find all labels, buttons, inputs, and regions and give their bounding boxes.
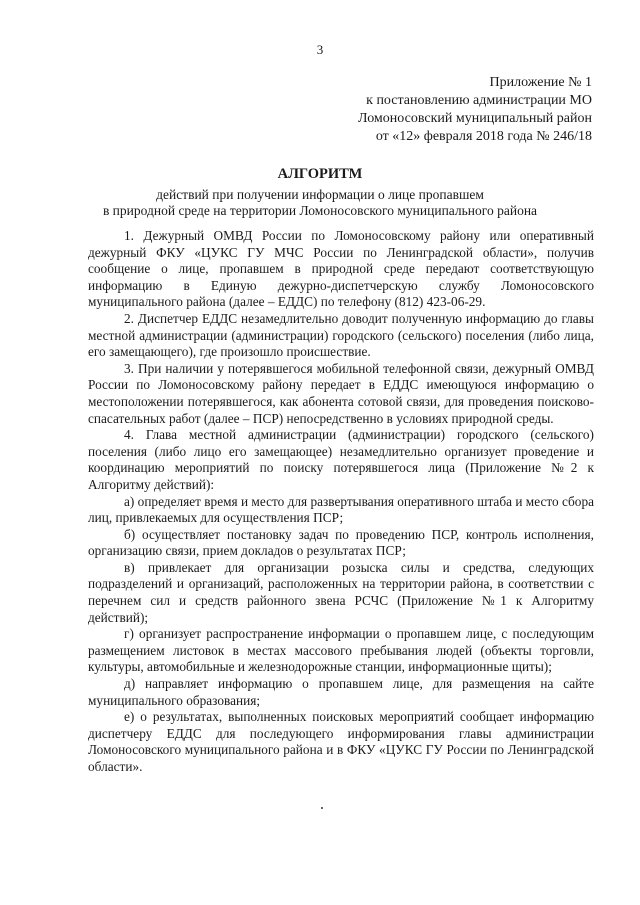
paragraph-4c: в) привлекает для организации розыска силы и средства, следующих подразделений и организаций, расположенных на территории района, в соответствии с перечнем сил и средств районного звена РСЧС (Приложение №1 к Алгоритму действий);: [88, 559, 594, 625]
subtitle-line-1: действий при получении информации о лице пропавшем: [156, 187, 484, 202]
paragraph-4: 4. Глава местной администрации (администрации) городского (сельского) поселения (либо лицо его замещающее) незамедлительно организует проведение и координацию мероприятий по поиску потерявшегося лица (Приложение №2 к Алгоритму действий):: [88, 427, 594, 492]
document-subtitle: [0, 187, 640, 219]
appendix-line-1: Приложение № 1: [489, 75, 592, 90]
paragraph-2: 2. Диспетчер ЕДДС незамедлительно доводит полученную информацию до главы местной администрации (администрации) городского (сельского) поселения (либо лица, его замещающего), где произошло происшествие.: [88, 310, 594, 360]
appendix-line-2: к постановлению администрации МО: [366, 93, 592, 108]
paragraph-4b: б) осуществляет постановку задач по проведению ПСР, контроль исполнения, организацию связи, прием докладов о результатах ПСР;: [88, 526, 594, 559]
document-body: [88, 228, 594, 776]
appendix-header: [272, 74, 592, 146]
paragraph-4a: а) определяет время и место для развертывания оперативного штаба и место сбора лиц, привлекаемых для осуществления ПСР;: [88, 493, 594, 526]
paragraph-4d: г) организует распространение информации о пропавшем лице, с последующим размещением листовок в местах массового пребывания людей (объекты торговли, культуры, автомобильные и железнодорожные станции, информационные щиты);: [88, 626, 594, 675]
scan-dot-mark: [321, 807, 323, 809]
page-number: 3: [316, 42, 324, 57]
paragraph-4e: д) направляет информацию о пропавшем лице, для размещения на сайте муниципального образования;: [88, 676, 594, 708]
appendix-line-3: Ломоносовский муниципальный район: [358, 111, 592, 126]
paragraph-4f: е) о результатах, выполненных поисковых мероприятий сообщает информацию диспетчеру ЕДДС для последующего информирования главы администрации Ломоносовского муниципального района и в ФКУ «ЦУКС ГУ России по Ленинградской области».: [88, 709, 594, 774]
appendix-line-4: от «12» февраля 2018 года № 246/18: [375, 129, 592, 144]
subtitle-line-2: в природной среде на территории Ломоносовского муниципального района: [102, 203, 538, 218]
paragraph-3: 3. При наличии у потерявшегося мобильной телефонной связи, дежурный ОМВД России по Ломоносовскому району передает в ЕДДС имеющуюся информацию о местоположении потерявшегося, как абонента сотовой связи, для проведения поисково-спасательных работ (далее – ПСР) непосредственно в условиях природной среды.: [88, 360, 594, 426]
document-title: АЛГОРИТМ: [277, 166, 363, 182]
paragraph-1: 1. Дежурный ОМВД России по Ломоносовскому району или оперативный дежурный ФКУ «ЦУКС ГУ МЧС России по Ленинградской области», получив сообщение о лице, пропавшем в природной среде передают соответствующую информацию в Единую дежурно-диспетчерскую службу Ломоносовского муниципального района (далее – ЕДДС) по телефону (812) 423-06-29.: [88, 228, 594, 310]
